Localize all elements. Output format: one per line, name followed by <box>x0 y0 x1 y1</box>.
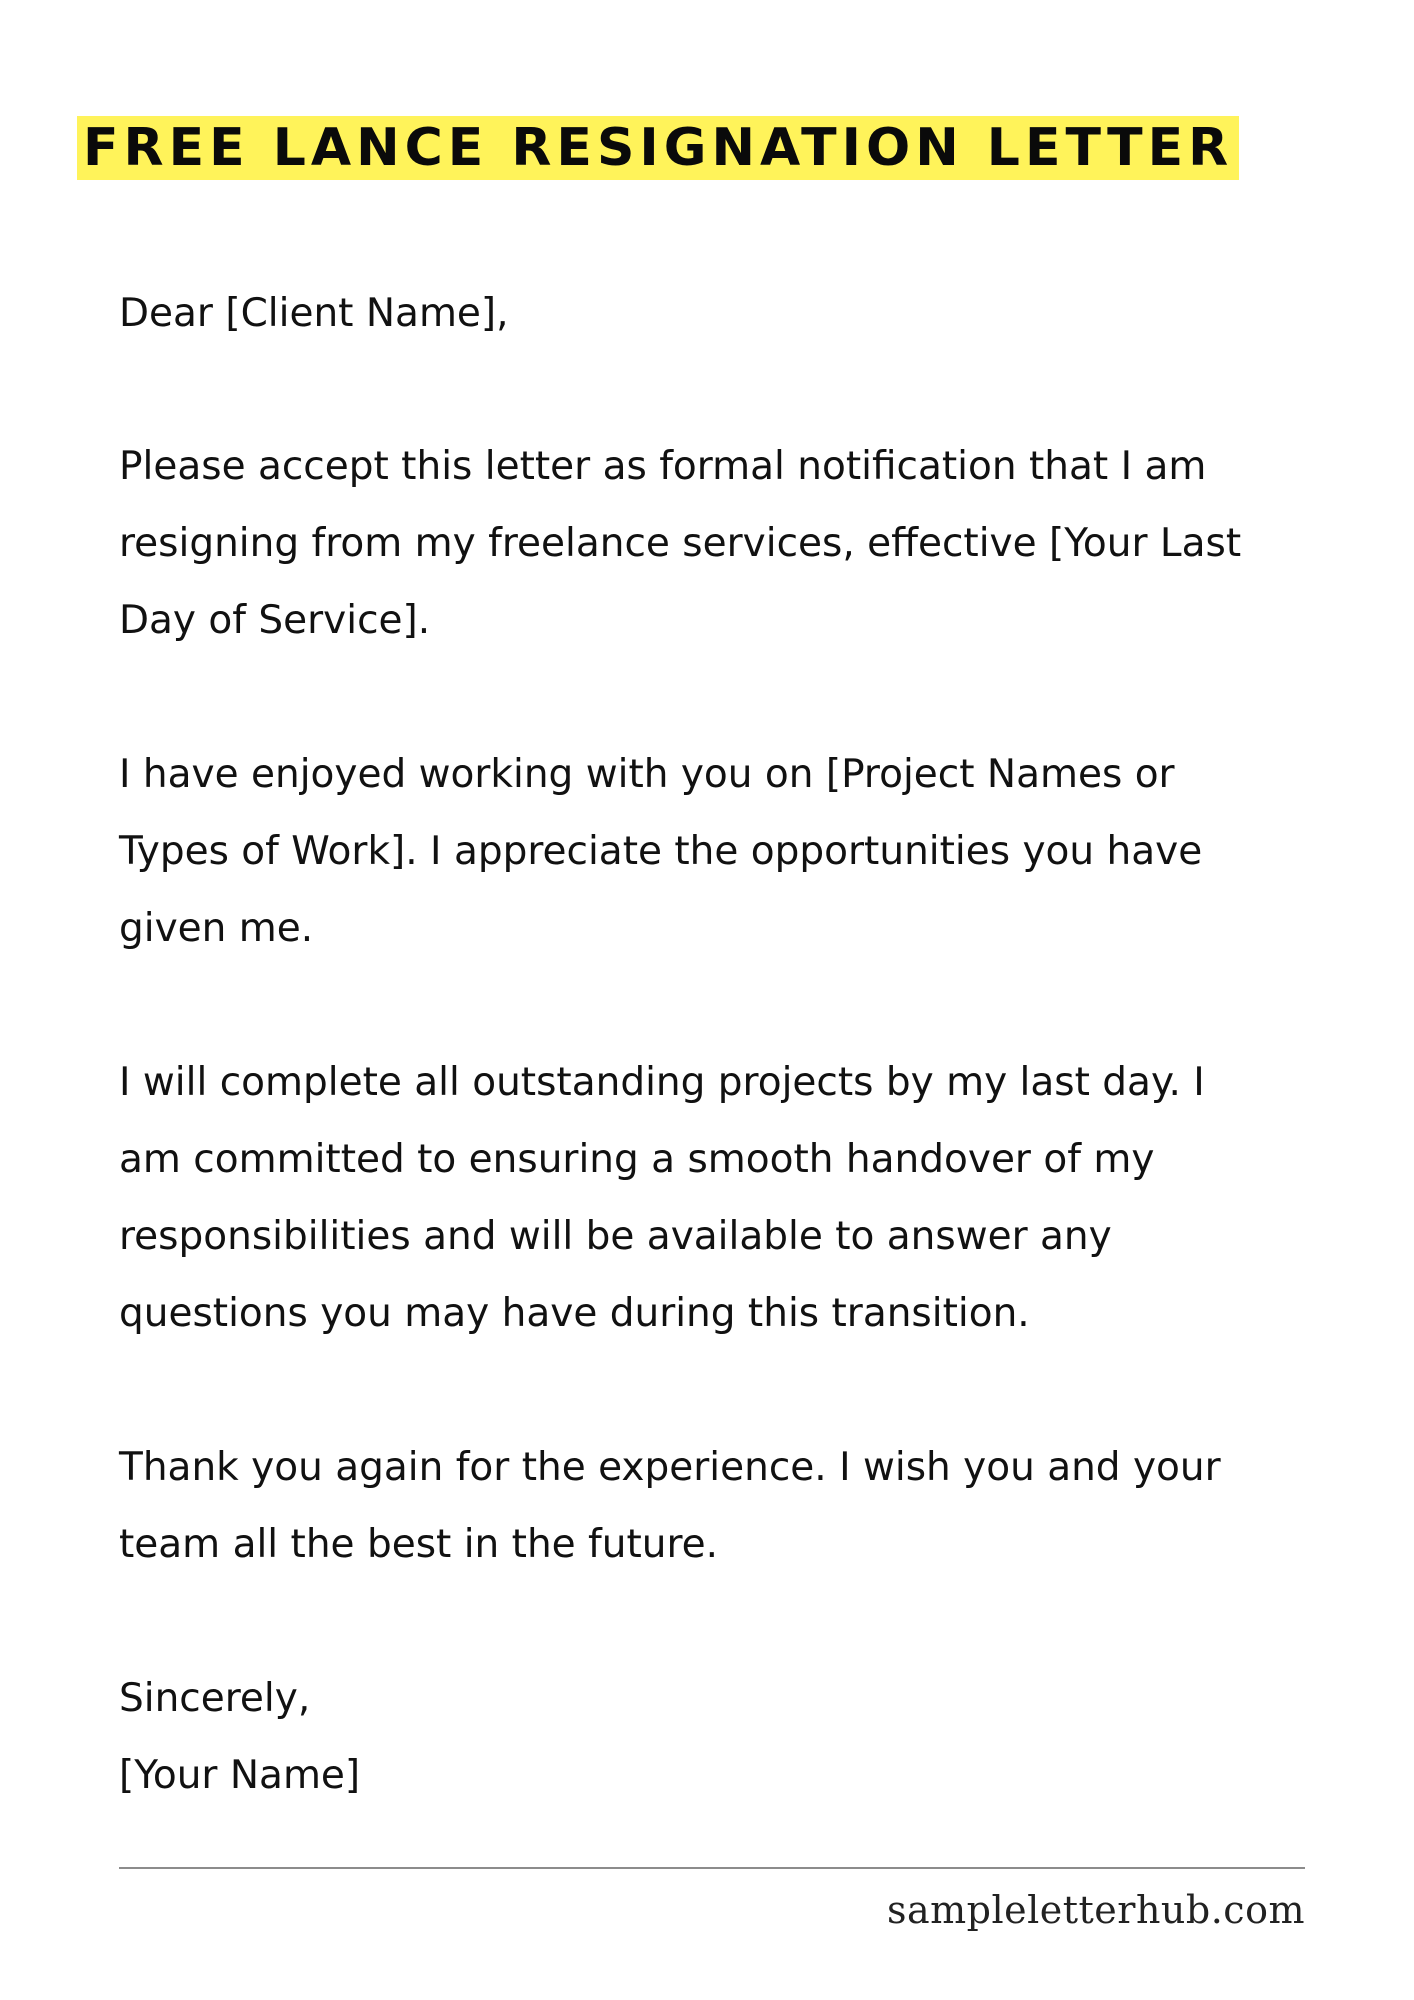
paragraph-appreciation <box>119 736 1359 967</box>
closing-text: Sincerely, <box>119 1676 311 1721</box>
paragraph-line: I have enjoyed working with you on [Project Names or <box>119 752 1175 797</box>
paragraph-line: team all the best in the future. <box>119 1522 719 1567</box>
paragraph-line: resigning from my freelance services, effective [Your Last <box>119 521 1242 566</box>
paragraph-line: questions you may have during this transition. <box>119 1291 1030 1336</box>
footer-website: sampleletterhub.com <box>886 1888 1305 1932</box>
paragraph-line: Thank you again for the experience. I wish you and your <box>119 1445 1221 1490</box>
paragraph-line: Day of Service]. <box>119 598 431 643</box>
paragraph-thanks <box>119 1429 1359 1583</box>
paragraph-line: given me. <box>119 906 314 951</box>
salutation-text: Dear [Client Name], <box>119 291 509 336</box>
paragraph-line: am committed to ensuring a smooth handover of my <box>119 1137 1155 1182</box>
signature-name: [Your Name] <box>119 1753 361 1798</box>
signature-block <box>119 1660 1359 1814</box>
paragraph-line: Please accept this letter as formal notification that I am <box>119 444 1207 489</box>
page-title: FREE LANCE RESIGNATION LETTER <box>77 116 1239 180</box>
paragraph-handover <box>119 1044 1359 1352</box>
salutation <box>119 275 1359 352</box>
paragraph-line: I will complete all outstanding projects by my last day. I <box>119 1060 1205 1105</box>
footer-divider <box>119 1867 1305 1869</box>
paragraph-notification <box>119 428 1359 659</box>
paragraph-line: responsibilities and will be available to answer any <box>119 1214 1112 1259</box>
paragraph-line: Types of Work]. I appreciate the opportunities you have <box>119 829 1203 874</box>
